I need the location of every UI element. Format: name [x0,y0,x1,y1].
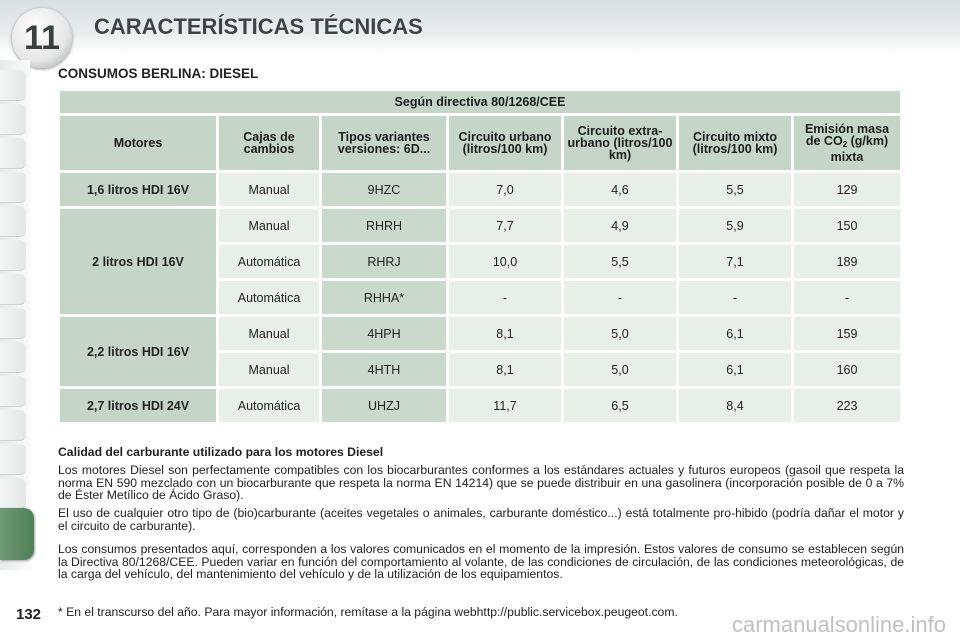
gearbox-cell: Manual [219,209,319,242]
side-tab-7[interactable] [0,274,26,305]
paragraph-biofuels: Los motores Diesel son perfectamente compatibles con los biocarburantes conformes a los estándares actuales y futuros europeos (gasoil que respeta la norma EN 590 mezclado con un biocarburante que respeta la norma EN 14214) que se puede distribuir en una gasolinera (incorporación posible de 0 a 7% de Éster Metílico de Ácido Graso). [58,463,904,503]
co2-cell: 159 [794,317,900,350]
section-title: CONSUMOS BERLINA: DIESEL [58,66,259,81]
emision-label-b: (g/km) mixta [830,134,889,164]
gearbox-cell: Automática [219,281,319,314]
watermark: carmanualsonline.info [731,612,946,637]
variant-cell: RHRJ [322,245,446,278]
paragraph-prohibited-fuels: El uso de cualquier otro tipo de (bio)carburante (aceites vegetales o animales, carburante doméstico...) está totalmente pro-hibido (podría dañar el motor y el circuito de carburante). [58,506,904,533]
variant-cell: 9HZC [322,173,446,206]
extra-urban-cell: 4,9 [564,209,676,242]
side-tab-12[interactable] [0,444,26,475]
gearbox-cell: Manual [219,317,319,350]
variant-cell: RHRH [322,209,446,242]
variant-cell: 4HPH [322,317,446,350]
mixed-cell: 5,5 [679,173,791,206]
paragraph-consumption-values: Los consumos presentados aquí, corresponden a los valores comunicados en el momento de la impresión. Estos valores de consumo se establecen según la Directiva 80/1268/CEE. Pueden variar en función del comportamiento al volante, de las condiciones de circulación, de las condiciones meteorológicas, de la carga del vehículo, del mantenimiento del vehículo y de la utilización de los equipamientos. [58,542,904,582]
motor-cell: 2 litros HDI 16V [60,209,216,314]
side-tab-11[interactable] [0,410,26,441]
motor-cell: 2,7 litros HDI 24V [60,389,216,422]
emision-subscript: 2 [842,140,848,149]
co2-cell: 129 [794,173,900,206]
side-tab-2[interactable] [0,104,26,135]
extra-urban-cell: 4,6 [564,173,676,206]
table-directive-header: Según directiva 80/1268/CEE [60,91,900,113]
col-header-urbano: Circuito urbano (litros/100 km) [449,116,561,170]
side-tab-5[interactable] [0,206,26,237]
mixed-cell: 6,1 [679,353,791,386]
gearbox-cell: Automática [219,389,319,422]
extra-urban-cell: 5,0 [564,353,676,386]
urban-cell: 8,1 [449,353,561,386]
urban-cell: 8,1 [449,317,561,350]
side-tab-1[interactable] [0,70,26,101]
variant-cell: UHZJ [322,389,446,422]
co2-cell: 223 [794,389,900,422]
active-chapter-tab[interactable] [0,508,34,560]
side-tab-3[interactable] [0,138,26,169]
urban-cell: - [449,281,561,314]
extra-urban-cell: - [564,281,676,314]
co2-cell: 160 [794,353,900,386]
table-row [60,389,900,422]
chapter-title: CARACTERÍSTICAS TÉCNICAS [94,14,423,39]
urban-cell: 11,7 [449,389,561,422]
side-tab-9[interactable] [0,342,26,373]
side-tab-strip [0,60,30,570]
variant-cell: 4HTH [322,353,446,386]
mixed-cell: 8,4 [679,389,791,422]
chapter-number-badge: 11 [12,8,72,68]
mixed-cell: 5,9 [679,209,791,242]
table-row [60,317,900,350]
footnote: * En el transcurso del año. Para mayor información, remítase a la página webhttp://public.servicebox.peugeot.com. [58,605,678,619]
col-header-motores: Motores [60,116,216,170]
col-header-cajas: Cajas de cambios [219,116,319,170]
col-header-mixto: Circuito mixto (litros/100 km) [679,116,791,170]
table-row [60,209,900,242]
urban-cell: 7,0 [449,173,561,206]
table-row [60,173,900,206]
consumption-table [57,88,903,425]
side-tab-8[interactable] [0,308,26,339]
urban-cell: 10,0 [449,245,561,278]
page-number: 132 [16,606,42,623]
co2-cell: - [794,281,900,314]
extra-urban-cell: 5,0 [564,317,676,350]
mixed-cell: 6,1 [679,317,791,350]
extra-urban-cell: 5,5 [564,245,676,278]
extra-urban-cell: 6,5 [564,389,676,422]
col-header-emision [794,116,900,170]
side-tab-13[interactable] [0,478,26,509]
col-header-extra-urbano: Circuito extra-urbano (litros/100 km) [564,116,676,170]
mixed-cell: - [679,281,791,314]
side-tab-10[interactable] [0,376,26,407]
gearbox-cell: Automática [219,245,319,278]
variant-cell: RHHA* [322,281,446,314]
mixed-cell: 7,1 [679,245,791,278]
motor-cell: 2,2 litros HDI 16V [60,317,216,386]
side-tab-6[interactable] [0,240,26,271]
gearbox-cell: Manual [219,353,319,386]
side-tab-4[interactable] [0,172,26,203]
gearbox-cell: Manual [219,173,319,206]
co2-cell: 150 [794,209,900,242]
emision-label-a: Emisión masa de CO [804,122,890,148]
fuel-quality-subtitle: Calidad del carburante utilizado para los motores Diesel [58,445,384,459]
urban-cell: 7,7 [449,209,561,242]
col-header-tipos: Tipos variantes versiones: 6D... [322,116,446,170]
motor-cell: 1,6 litros HDI 16V [60,173,216,206]
co2-cell: 189 [794,245,900,278]
